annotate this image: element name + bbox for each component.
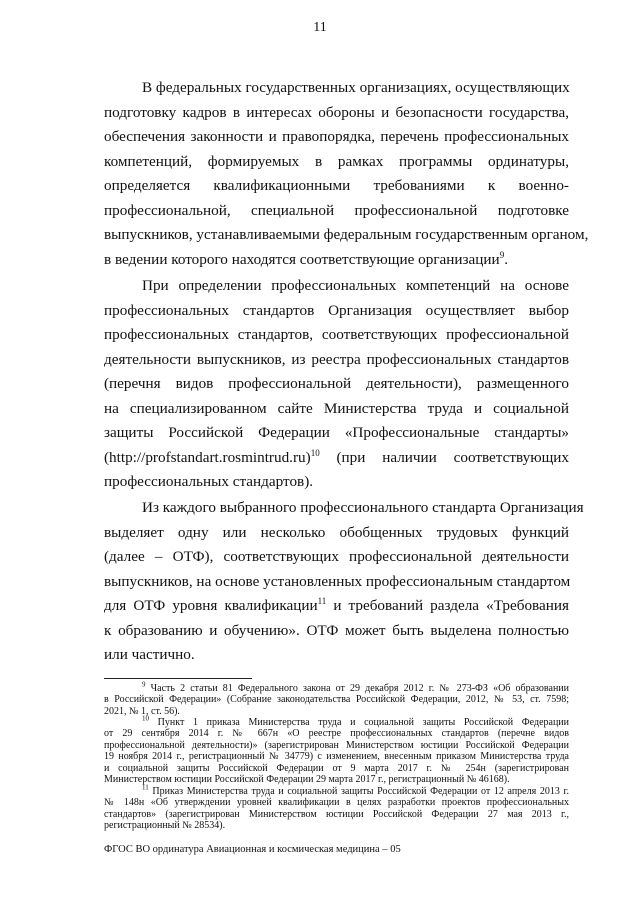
body-text: для ОТФ уровня квалификации — [104, 597, 318, 614]
document-footer: ФГОС ВО ординатура Авиационная и космическая медицина – 05 — [104, 844, 401, 855]
body-text: защиты Российской Федерации «Профессиональные стандарты» — [104, 424, 569, 441]
body-line — [104, 397, 569, 422]
body-line — [104, 545, 569, 570]
body-line — [104, 299, 569, 324]
body-line — [104, 421, 569, 446]
body-text: к образованию и обучению». ОТФ может быть выделена полностью — [104, 621, 569, 639]
body-line — [104, 521, 569, 546]
footnote-line — [104, 797, 569, 808]
body-text: Из каждого выбранного профессионального стандарта Организация — [142, 499, 584, 516]
footnote-marker: 9 — [499, 249, 505, 260]
footnote-text: Пункт 1 приказа Министерства труда и социальной защиты Российской Федерации — [157, 717, 569, 728]
body-text: профессиональных стандартов). — [104, 473, 314, 490]
body-text: выпускников, на основе установленных профессиональным стандартом — [104, 572, 571, 590]
page-number: 11 — [313, 20, 327, 35]
footnote-marker: 10 — [142, 714, 149, 723]
body-text: выделяет одну или несколько обобщенных трудовых функций — [104, 523, 569, 541]
footnote-line — [104, 706, 569, 717]
footnote-line — [104, 809, 569, 820]
footnote-10 — [104, 714, 569, 785]
body-text: (перечня видов профессиональной деятельности), размещенного — [104, 375, 569, 392]
paragraph-1 — [104, 76, 589, 272]
body-line — [104, 372, 569, 397]
body-line — [104, 570, 569, 595]
body-text-continued: . — [504, 250, 508, 268]
footnote-11 — [104, 783, 570, 832]
body-text: профессиональных стандартов Организация осуществляет выбор — [104, 301, 569, 319]
footnote-line — [104, 751, 569, 762]
footnote-line — [104, 774, 569, 785]
footnote-line — [104, 820, 569, 831]
paragraph-3 — [104, 496, 584, 668]
body-text: При определении профессиональных компетенций на основе — [142, 277, 569, 294]
footnote-line — [104, 680, 570, 694]
body-text: профессиональной, специальной профессиональной подготовке — [104, 201, 569, 219]
footnote-text: в Российской Федерации» (Собрание законодательства Российской Федерации, 2012, № 53, ст. 7598; — [104, 694, 569, 706]
body-text-continued: (при наличии соответствующих — [319, 448, 569, 466]
footnote-marker: 10 — [310, 447, 320, 458]
body-text-continued: и требований раздела «Требования — [326, 597, 569, 614]
body-text: выпускников, устанавливаемыми федеральным государственным органом, — [104, 226, 589, 243]
body-line — [104, 101, 569, 126]
body-text: подготовку кадров в интересах обороны и безопасности государства, — [104, 103, 569, 121]
footnote-text: от 29 сентября 2014 г. № 667н «О реестре профессиональных стандартов (перечне видов — [104, 728, 569, 740]
footnote-text: 2021, № 1, ст. 56). — [104, 705, 180, 717]
body-text: компетенций, формируемых в рамках программы ординатуры, — [104, 152, 569, 170]
body-text: определяется квалификационными требованиями к военно- — [104, 177, 569, 194]
footnote-line — [104, 740, 569, 751]
body-line — [104, 348, 569, 373]
body-line — [104, 174, 569, 199]
body-line — [104, 125, 569, 150]
body-line — [104, 470, 569, 495]
body-text: (далее – ОТФ), соответствующих профессиональной деятельности — [104, 548, 569, 565]
body-line — [104, 76, 569, 101]
body-line — [104, 446, 569, 471]
body-line — [104, 274, 569, 299]
body-line — [104, 594, 569, 619]
body-line — [104, 643, 569, 668]
footnote-line — [104, 783, 570, 797]
footnote-marker: 9 — [142, 680, 146, 689]
footnote-text: профессиональной деятельности)» (зарегистрирован Министерством юстиции Российской Федерации — [104, 739, 569, 751]
footnote-marker: 11 — [142, 783, 149, 792]
footnote-text: № 148н «Об утверждении уровней квалификации в целях разработки проектов профессиональных — [104, 797, 569, 809]
body-line — [104, 199, 569, 224]
footnote-text: и социальной защиты Российской Федерации от 9 марта 2017 г. № 254н (зарегистрирован — [104, 762, 569, 774]
body-line — [104, 496, 584, 521]
footnote-text: регистрационный № 28534). — [104, 820, 226, 832]
body-text: в ведении которого находятся соответствующие организации — [104, 250, 500, 268]
footnote-line — [104, 763, 569, 774]
body-text: на специализированном сайте Министерства труда и социальной — [104, 399, 569, 417]
body-line — [104, 150, 569, 175]
footnote-marker: 11 — [317, 595, 327, 606]
body-text: или частично. — [104, 646, 195, 663]
body-text: обеспечения законности и правопорядка, перечень профессиональных — [104, 128, 569, 145]
footnote-divider — [104, 678, 252, 679]
paragraph-2 — [104, 274, 569, 495]
body-line — [104, 248, 569, 273]
footnote-text: Часть 2 статьи 81 Федерального закона от 29 декабря 2012 г. № 273-ФЗ «Об образовании — [150, 683, 570, 694]
footnote-text: 19 ноября 2014 г., регистрационный № 34779) с изменением, внесенным приказом Министерства труда — [104, 751, 569, 763]
footnote-text: Министерством юстиции Российской Федерации 29 марта 2017 г., регистрационный № 46168). — [104, 773, 510, 785]
body-text: деятельности выпускников, из реестра профессиональных стандартов — [104, 350, 569, 368]
footnote-9 — [104, 680, 570, 717]
footnote-text: Приказ Министерства труда и социальной защиты Российской Федерации от 12 апреля 2013 г. — [152, 786, 570, 797]
body-text: В федеральных государственных организациях, осуществляющих — [142, 79, 570, 96]
body-line — [104, 323, 569, 348]
footnote-line — [104, 728, 569, 739]
body-text: (http://profstandart.rosmintrud.ru) — [104, 448, 311, 466]
body-line — [104, 223, 589, 248]
body-line — [104, 619, 569, 644]
footnote-text: стандартов» (зарегистрирован Министерством юстиции Российской Федерации 27 мая 2013 г., — [104, 808, 569, 820]
body-text: профессиональных стандартов, соответствующих профессиональной — [104, 326, 569, 343]
footnote-line — [104, 714, 569, 728]
footnote-line — [104, 694, 569, 705]
